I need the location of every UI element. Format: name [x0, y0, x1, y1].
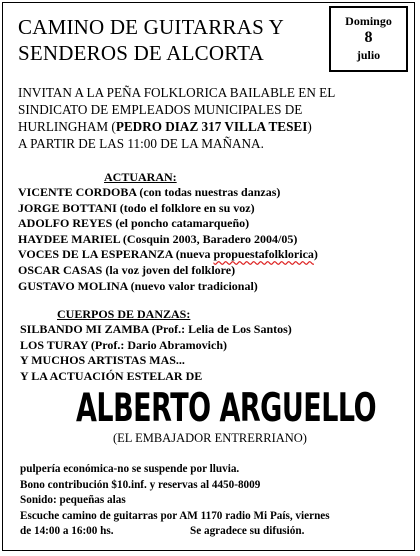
- cuerpos-heading-wrap: [57, 307, 190, 322]
- esperanza-prefix: VOCES DE LA ESPERANZA (nueva: [18, 247, 214, 262]
- dance-item: Y MUCHOS ARTISTAS MAS...: [20, 353, 185, 368]
- star-artist-name: ALBERTO ARGUELLO: [76, 386, 377, 431]
- actuaran-heading: ACTUARAN:: [104, 170, 177, 184]
- invitation-text: [18, 84, 413, 152]
- footer-thanks: Se agradece su difusión.: [190, 525, 305, 538]
- title-line-2: SENDEROS DE ALCORTA: [18, 41, 264, 65]
- star-artist-subtitle: (EL EMBAJADOR ENTRERRIANO): [113, 431, 307, 445]
- performer-item-esperanza: [18, 247, 318, 263]
- dance-item: SILBANDO MI ZAMBA (Prof.: Lelia de Los Santos): [20, 322, 292, 336]
- intro-line-3-prefix: HURLINGHAM (: [18, 119, 116, 134]
- performer-item: VICENTE CORDOBA (con todas nuestras danzas): [18, 185, 281, 199]
- dance-groups-list: [20, 322, 292, 384]
- footer-line-5: [20, 524, 415, 540]
- actuaran-heading-wrap: [104, 170, 177, 185]
- performers-list: [18, 185, 318, 294]
- dance-item: LOS TURAY (Prof.: Dario Abramovich): [20, 337, 227, 352]
- intro-line-4: A PARTIR DE LAS 11:00 DE LA MAÑANA.: [18, 136, 264, 151]
- performer-item: JORGE BOTTANI (todo el folklore en su voz): [18, 200, 255, 215]
- date-month: julio: [356, 48, 381, 62]
- performer-item: GUSTAVO MOLINA (nuevo valor tradicional): [18, 278, 258, 293]
- footer-line-4: Escuche camino de guitarras por AM 1170 radio Mi País, viernes: [20, 509, 330, 522]
- performer-item: HAYDEE MARIEL (Cosquin 2003, Baradero 2004/05): [18, 231, 298, 246]
- intro-line-2: SINDICATO DE EMPLEADOS MUNICIPALES DE: [18, 102, 303, 117]
- intro-line-3: [18, 118, 413, 135]
- footer-line-2: Bono contribución $10.inf. y reservas al 4450-8009: [20, 478, 261, 491]
- performer-item: ADOLFO REYES (el poncho catamarqueño): [18, 216, 250, 231]
- esperanza-suffix: ): [313, 247, 318, 262]
- cuerpos-heading: CUERPOS DE DANZAS:: [57, 307, 191, 321]
- title-line-1: CAMINO DE GUITARRAS Y: [18, 15, 284, 39]
- date-box: [329, 6, 408, 72]
- dance-item: Y LA ACTUACIÓN ESTELAR DE: [20, 368, 203, 383]
- footer-schedule: de 14:00 a 16:00 hs.: [20, 525, 114, 538]
- footer-line-3: Sonido: pequeñas alas: [20, 494, 126, 507]
- date-weekday: Domingo: [345, 14, 392, 28]
- footer-line-1: pulpería económica-no se suspende por lluvia.: [20, 463, 240, 475]
- venue-address: PEDRO DIAZ 317 VILLA TESEI: [115, 119, 308, 134]
- intro-line-1: INVITAN A LA PEÑA FOLKLORICA BAILABLE EN EL: [18, 85, 336, 100]
- event-title: [18, 14, 284, 66]
- footer-info: [20, 462, 415, 540]
- date-day: 8: [364, 29, 373, 46]
- performer-item: OSCAR CASAS (la voz joven del folklore): [18, 262, 236, 277]
- esperanza-spellcheck-word: propuestafolklorica: [213, 247, 314, 262]
- intro-line-3-suffix: ): [307, 119, 312, 134]
